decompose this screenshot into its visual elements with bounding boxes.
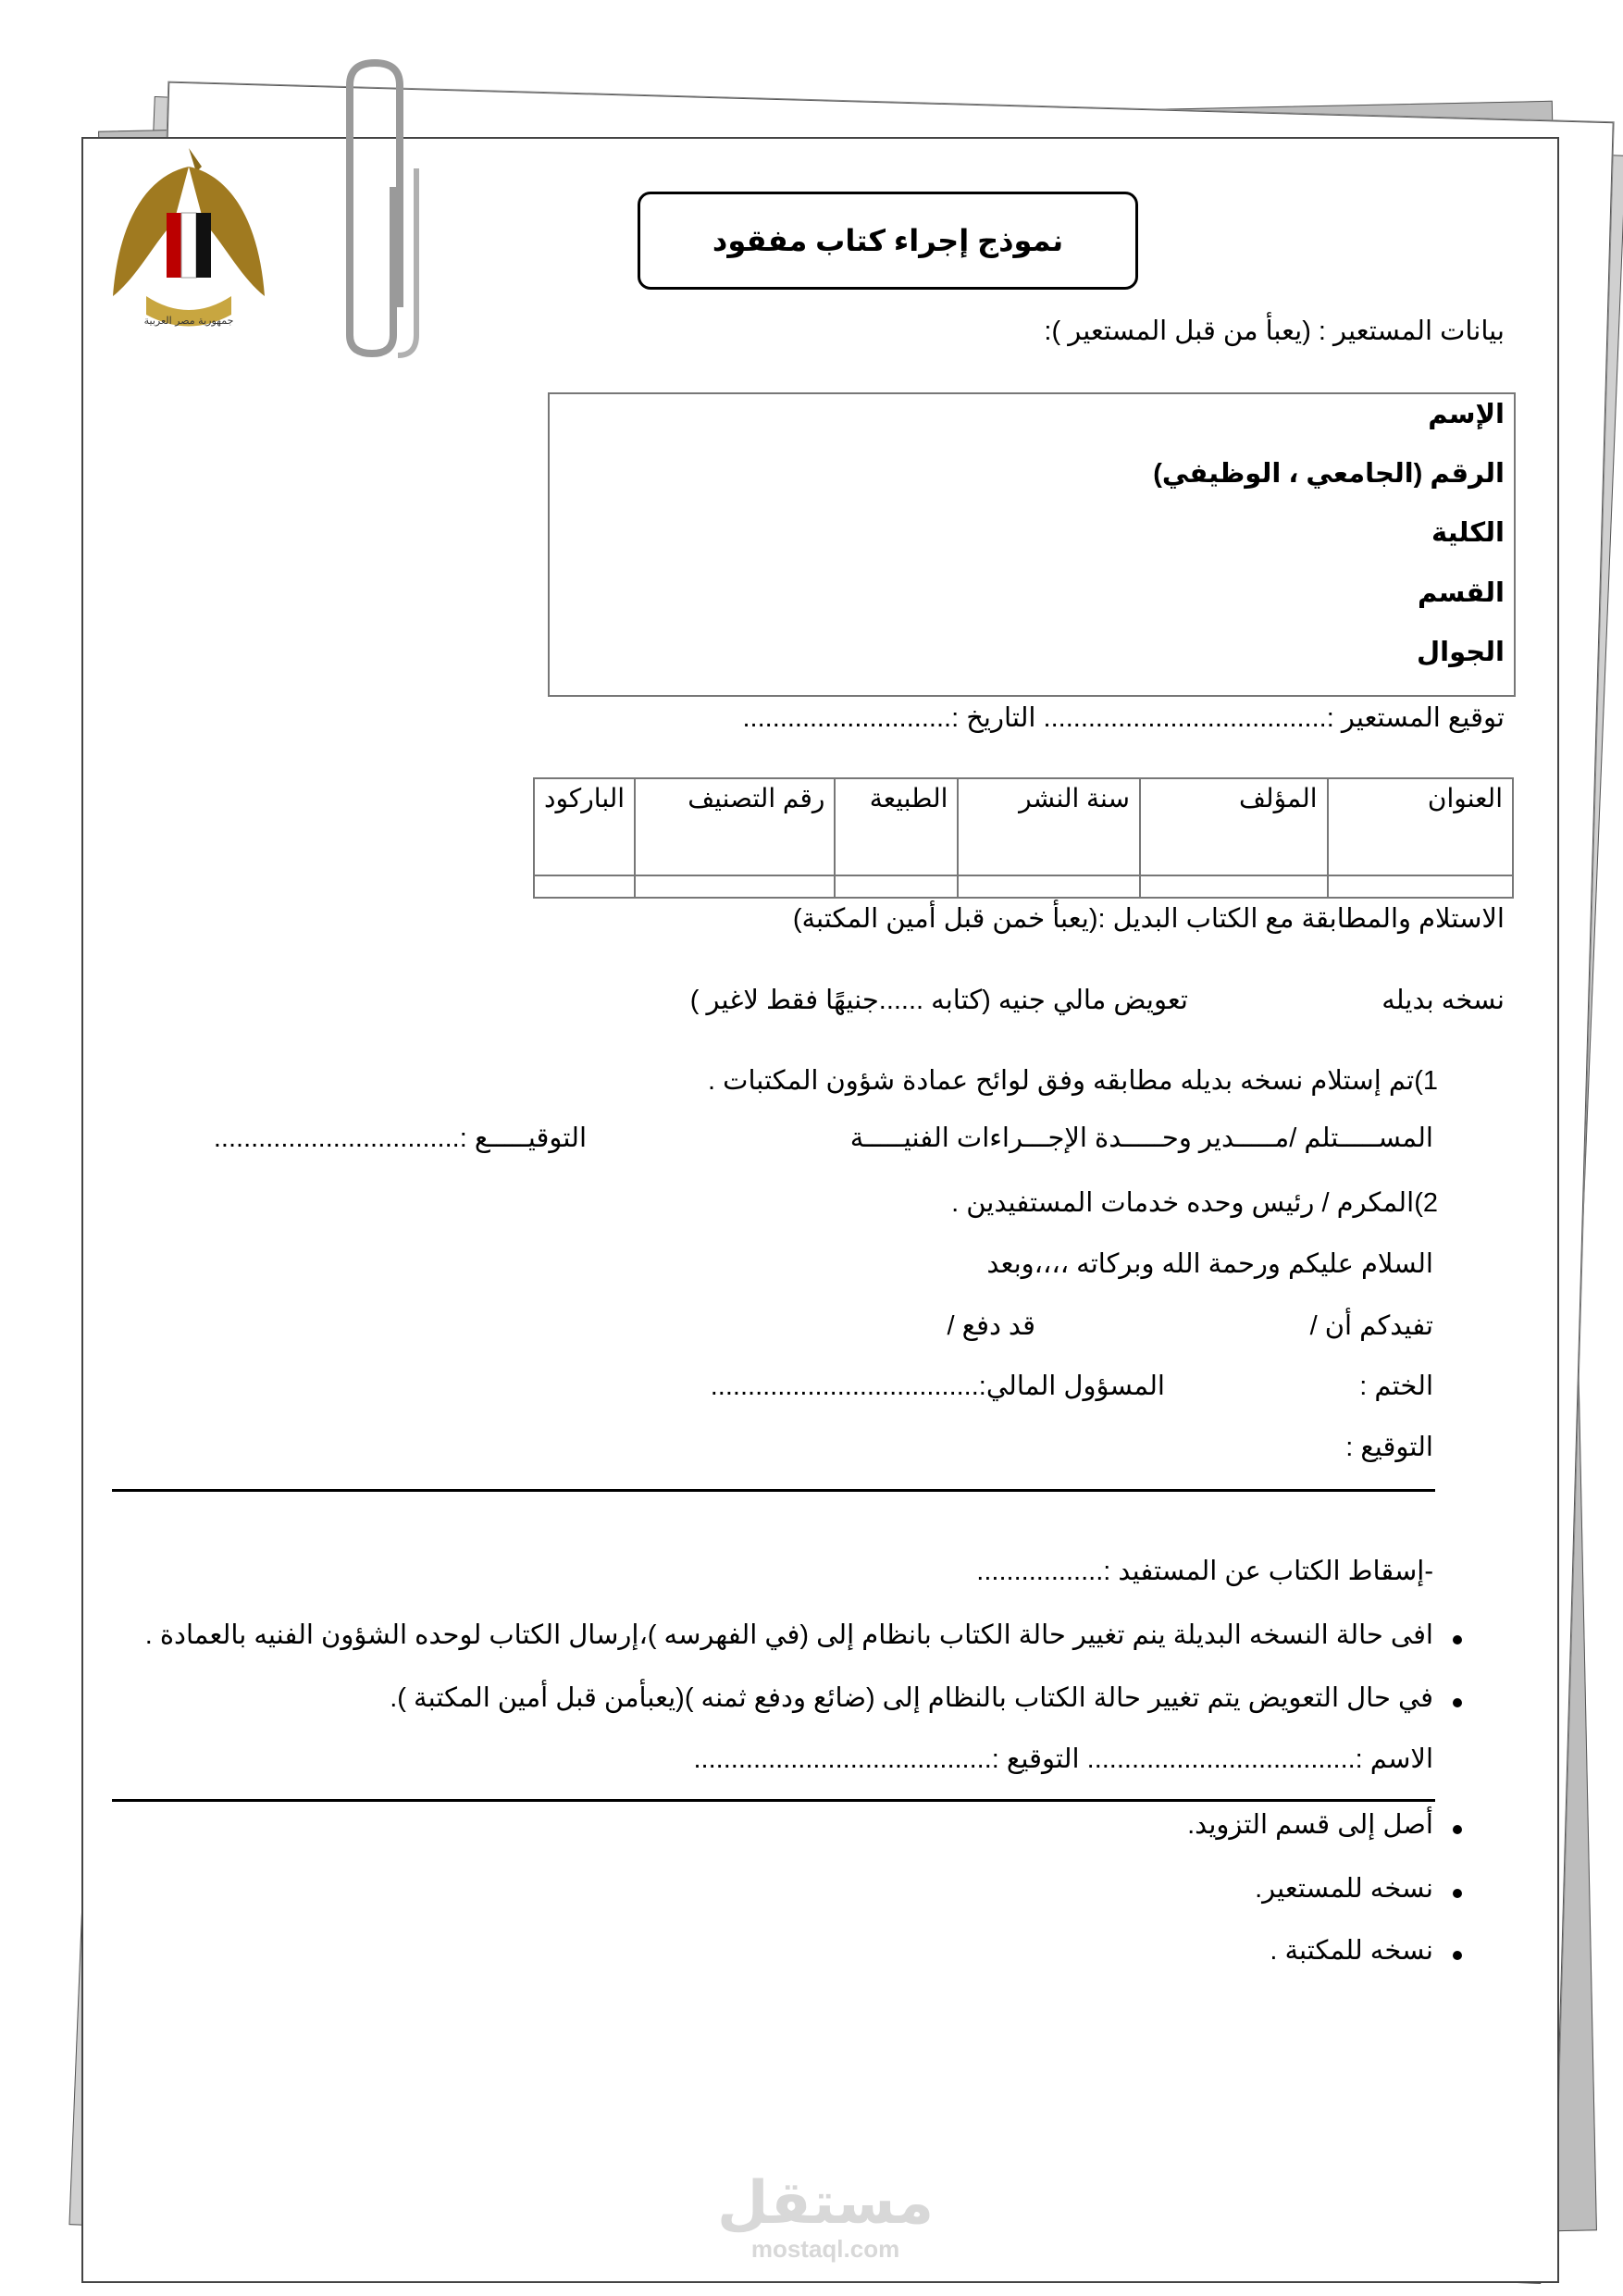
borrower-info-box[interactable] xyxy=(548,392,1516,697)
paid-label: قد دفع / xyxy=(947,1311,1035,1341)
item-2: 2)المكرم / رئيس وحده خدمات المستفيدين . xyxy=(951,1188,1438,1218)
table-row[interactable] xyxy=(534,875,1513,898)
table-cell[interactable] xyxy=(835,875,958,898)
table-cell[interactable] xyxy=(635,875,835,898)
divider xyxy=(112,1799,1435,1802)
inform-label: تفيدكم أن / xyxy=(1309,1311,1433,1341)
field-mobile-label: الجوال xyxy=(1416,638,1505,667)
col-title: العنوان xyxy=(1328,778,1513,875)
distribution-original: أصل إلى قسم التزويد. xyxy=(1187,1810,1433,1840)
eagle-emblem-icon xyxy=(109,139,268,342)
col-barcode: الباركود xyxy=(534,778,635,875)
watermark xyxy=(717,2170,934,2264)
receiver-label: المســـــتلم /مـــــدير وحـــــدة الإجـــراءات الفنيـــــة xyxy=(849,1123,1433,1153)
option-replacement-copy: نسخه بديله xyxy=(1381,986,1505,1015)
receipt-header: الاستلام والمطابقة مع الكتاب البديل :(يعبأ خمن قبل أمين المكتبة) xyxy=(792,904,1505,934)
field-college-label: الكلية xyxy=(1431,518,1505,548)
watermark-brand: مستقل xyxy=(717,2169,935,2236)
field-department-label: القسم xyxy=(1418,578,1505,608)
col-classification: رقم التصنيف xyxy=(635,778,835,875)
borrower-header: بيانات المستعير : (يعبأ من قبل المستعير ): xyxy=(1044,316,1505,346)
distribution-borrower: نسخه للمستعير. xyxy=(1255,1874,1433,1904)
book-table xyxy=(533,777,1514,899)
bullet-icon xyxy=(1453,1635,1462,1644)
divider xyxy=(112,1489,1435,1492)
item-1: 1)تم إستلام نسخه بديله مطابقه وفق لوائح عمادة شؤون المكتبات . xyxy=(708,1066,1438,1096)
borrower-signature-line: توقيع المستعير :...................................... التاريخ :............................ xyxy=(742,703,1505,733)
stamp-label: الختم : xyxy=(1359,1371,1433,1401)
svg-text:جمهورية مصر العربية: جمهورية مصر العربية xyxy=(143,315,234,327)
table-cell[interactable] xyxy=(534,875,635,898)
bullet-icon xyxy=(1453,1889,1462,1898)
bullet-icon xyxy=(1453,1825,1462,1834)
field-name-label: الإسم xyxy=(1428,400,1505,429)
bullet-icon xyxy=(1453,1951,1462,1960)
receiver-signature: التوقيـــــع :................................. xyxy=(213,1123,587,1153)
greeting: السلام عليكم ورحمة الله وبركاته ،،،،وبعد xyxy=(986,1249,1433,1279)
finance-officer-line: المسؤول المالي:.................................... xyxy=(710,1371,1165,1401)
watermark-url: mostaql.com xyxy=(750,2235,900,2263)
table-cell[interactable] xyxy=(958,875,1140,898)
bullet-replacement: افى حالة النسخه البديلة ينم تغيير حالة الكتاب بانظام إلى (في الفهرسه )،إرسال الكتاب لوحده الشؤون الفنيه بالعمادة . xyxy=(144,1620,1433,1650)
col-author: المؤلف xyxy=(1140,778,1328,875)
bullet-compensation: في حال التعويض يتم تغيير حالة الكتاب بالنظام إلى (ضائع ودفع ثمنه )(يعبأمن قبل أمين المكتبة ). xyxy=(390,1683,1433,1713)
form-title: نموذج إجراء كتاب مفقود xyxy=(638,192,1138,290)
table-header-row xyxy=(534,778,1513,875)
col-edition: الطبيعة xyxy=(835,778,958,875)
distribution-library: نسخه للمكتبة . xyxy=(1270,1936,1433,1966)
table-cell[interactable] xyxy=(1328,875,1513,898)
signature-label: التوقيع : xyxy=(1345,1433,1433,1462)
drop-book-line: -إسقاط الكتاب عن المستفيد :................. xyxy=(976,1557,1433,1586)
name-signature-line: الاسم :.................................... التوقيع :........................................ xyxy=(693,1744,1433,1774)
col-year: سنة النشر xyxy=(958,778,1140,875)
table-cell[interactable] xyxy=(1140,875,1328,898)
option-compensation: تعويض مالي جنيه (كتابه ......جنيهًا فقط لاغير ) xyxy=(689,986,1188,1015)
field-id-label: الرقم (الجامعي ، الوظيفي) xyxy=(1153,459,1505,489)
bullet-icon xyxy=(1453,1698,1462,1707)
paperclip-icon xyxy=(324,57,426,358)
